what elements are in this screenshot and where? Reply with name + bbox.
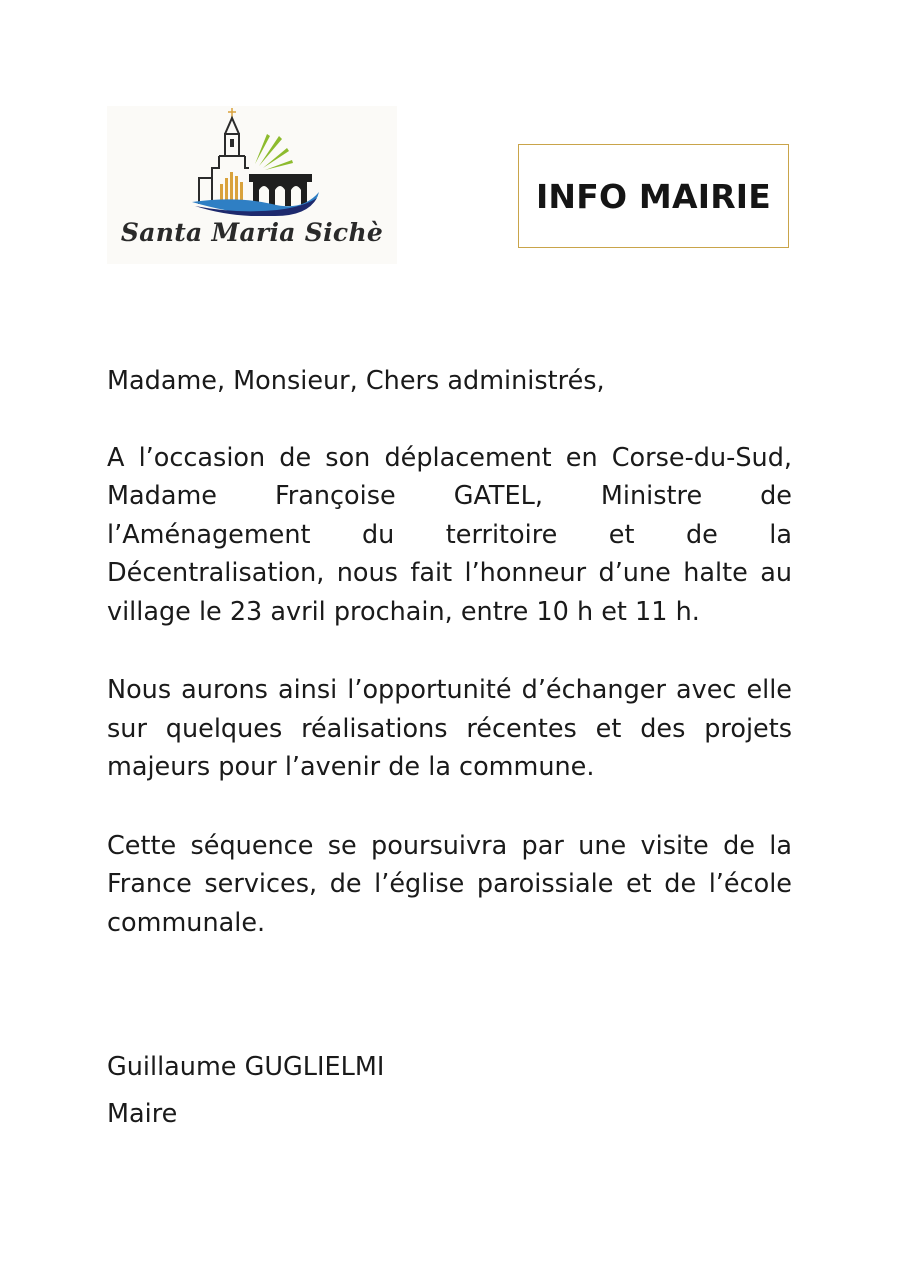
header-box [518, 144, 789, 248]
signatory-role: Maire [107, 1099, 178, 1129]
paragraph: Cette séquence se poursuivra par une visite de la France services, de l’église paroissiale et de l’école communale. [107, 830, 792, 938]
greeting: Madame, Monsieur, Chers administrés, [107, 366, 605, 396]
page-title: INFO MAIRIE [535, 176, 772, 216]
commune-logo [107, 106, 397, 264]
signatory-name: Guillaume GUGLIELMI [107, 1052, 385, 1082]
paragraph: Nous aurons ainsi l’opportunité d’échanger avec elle sur quelques réalisations récentes et des projets majeurs pour l’avenir de la commune. [107, 675, 792, 782]
letter-body [107, 362, 792, 982]
church-bridge-emblem [107, 106, 397, 216]
signature-block [107, 1044, 384, 1138]
paragraph: A l’occasion de son déplacement en Corse-du-Sud, Madame Françoise GATEL, Ministre de l’Aménagement du territoire et de la Décentralisation, nous fait l’honneur d’une halte au village le 23 avril prochain, entre 10 h et 11 h. [107, 442, 792, 627]
logo-wordmark: Santa Maria Sichè [120, 218, 384, 247]
